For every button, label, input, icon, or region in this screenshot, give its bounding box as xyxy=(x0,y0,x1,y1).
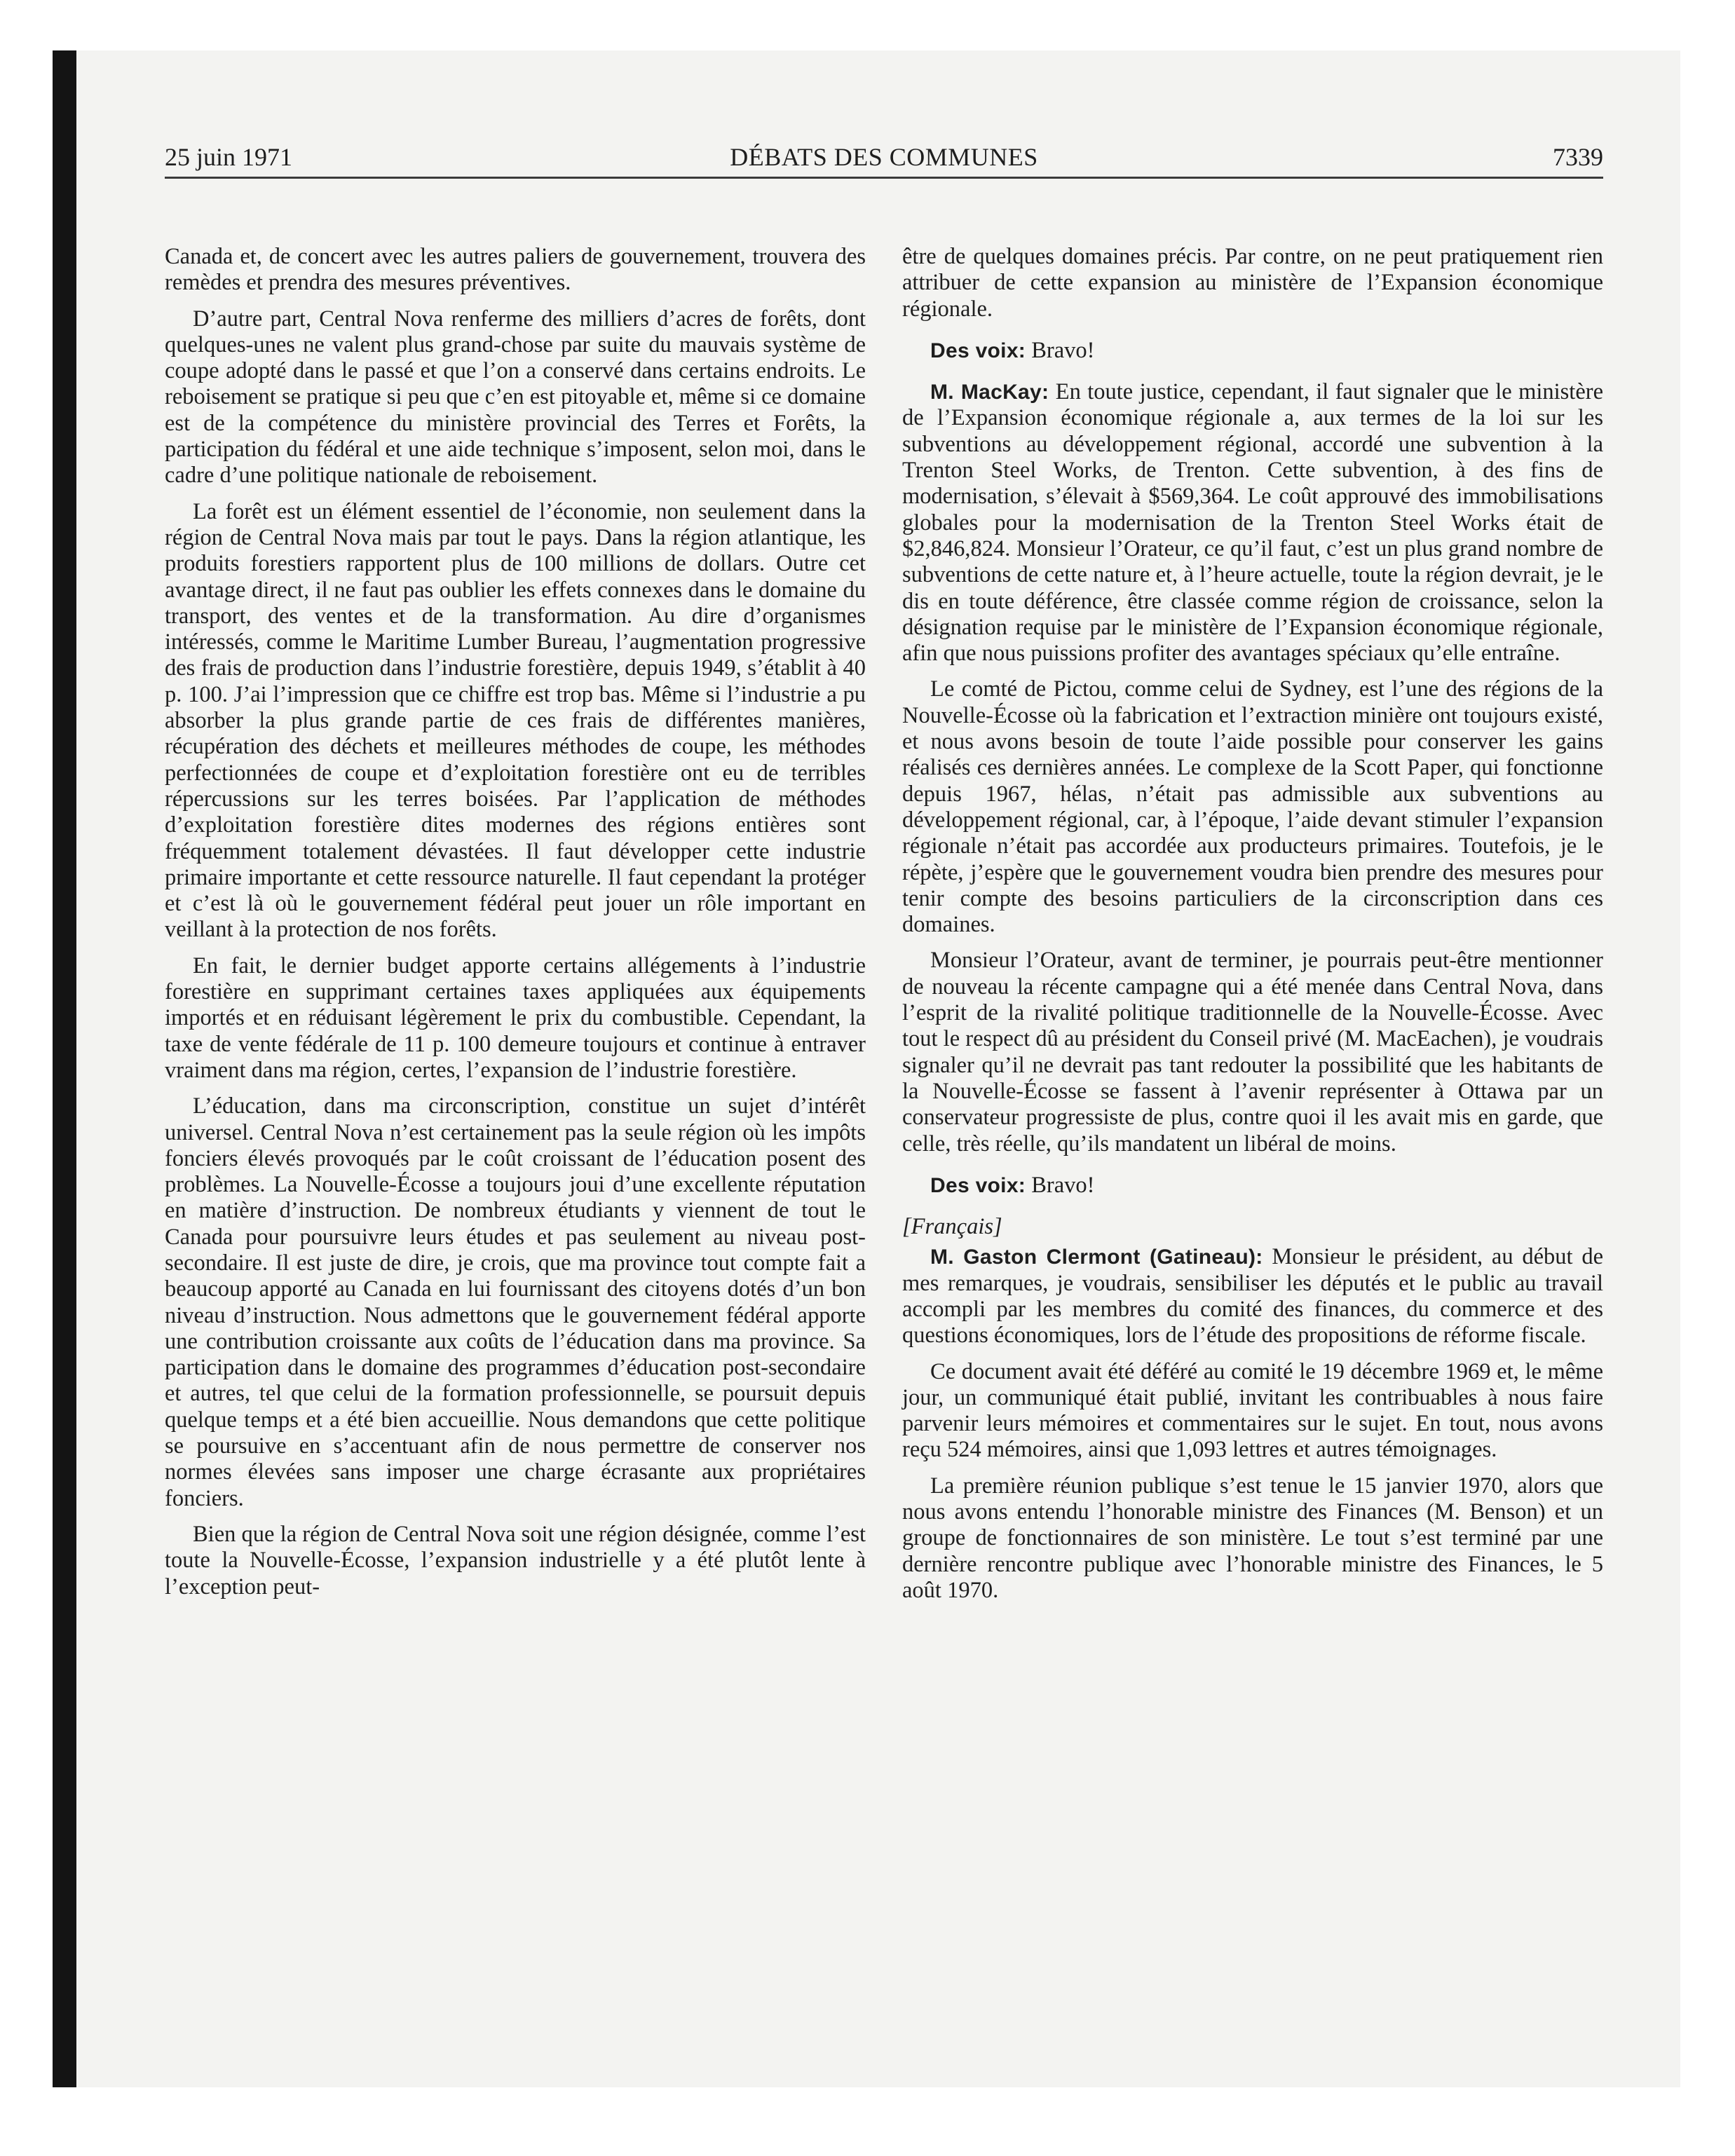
speaker-name: M. MacKay: xyxy=(930,381,1049,404)
paragraph: L’éducation, dans ma circonscription, constitue un sujet d’intérêt universel. Central Nova n’est certainement pas la seule région où les impôts fonciers élevés provoqués par le coût croissant de l’éducation posent des problèmes. La Nouvelle-Écosse a toujours joui d’une excellente réputation en matière d’instruction. De nombreux étudiants y viennent de tout le Canada pour poursuivre leurs études et pas seulement au niveau post-secondaire. Il est juste de dire, je crois, que ma province tout compte fait a beaucoup apporté au Canada en lui fournissant des citoyens dotés d’un bon niveau d’instruction. Nous admettons que le gouvernement fédéral apporte une contribution croissante aux coûts de l’éducation dans ma province. Sa participation dans le domaine des programmes d’éducation post-secondaire et autres, tel que celui de la formation professionnelle, se poursuit depuis quelque temps et a été bien accueillie. Nous demandons que cette politique se poursuive en s’accentuant afin de nous permettre de conserver nos normes élevées sans imposer une charge écrasante aux propriétaires fonciers. xyxy=(165,1093,866,1511)
header-title: DÉBATS DES COMMUNES xyxy=(730,143,1038,171)
header-date: 25 juin 1971 xyxy=(165,143,293,171)
document-page xyxy=(165,140,1603,2047)
paragraph: En fait, le dernier budget apporte certains allégements à l’industrie forestière en supprimant certaines taxes appliquées aux équipements importés et en réduisant légèrement le prix du combustible. Cependant, la taxe de vente fédérale de 11 p. 100 demeure toujours et continue à entraver vraiment dans ma région, certes, l’expansion de l’industrie forestière. xyxy=(165,953,866,1083)
speaker-name: Des voix: xyxy=(930,339,1026,362)
speech-paragraph xyxy=(902,1244,1603,1349)
interjection xyxy=(902,338,1603,364)
speaker-name: Des voix: xyxy=(930,1173,1026,1197)
paragraph: Monsieur l’Orateur, avant de terminer, je pourrais peut-être mentionner de nouveau la récente campagne qui a été menée dans Central Nova, dans l’esprit de la rivalité politique traditionnelle de la Nouvelle-Écosse. Avec tout le respect dû au président du Conseil privé (M. MacEachen), je voudrais signaler qu’il ne devrait pas tant redouter la possibilité que les habitants de la Nouvelle-Écosse se fassent à l’avenir représenter à Ottawa par un conservateur progressiste de plus, contre quoi il les avait mis en garde, que celle, très réelle, qu’ils mandatent un libéral de moins. xyxy=(902,948,1603,1157)
speech-text: Monsieur le président, au début de mes remarques, je voudrais, sensibiliser les députés et le public au travail accompli par les membres du comité des finances, du commerce et des questions économiques, lors de l’étude des propositions de réforme fiscale. xyxy=(902,1244,1603,1349)
paragraph: être de quelques domaines précis. Par contre, on ne peut pratiquement rien attribuer de cette expansion au ministère de l’Expansion économique régionale. xyxy=(902,244,1603,322)
paragraph: La première réunion publique s’est tenue le 15 janvier 1970, alors que nous avons entendu l’honorable ministre des Finances (M. Benson) et un groupe de fonctionnaires de son ministère. Le tout s’est terminé par une dernière rencontre publique avec l’honorable ministre des Finances, le 5 août 1970. xyxy=(902,1473,1603,1603)
paragraph: Bien que la région de Central Nova soit une région désignée, comme l’est toute la Nouvelle-Écosse, l’expansion industrielle y a été plutôt lente à l’exception peut- xyxy=(165,1521,866,1599)
right-column xyxy=(902,244,1603,1613)
left-column xyxy=(165,244,866,1613)
interjection xyxy=(902,1173,1603,1199)
running-header xyxy=(165,140,1603,179)
language-marker: [Français] xyxy=(902,1214,1002,1240)
paragraph: Ce document avait été déféré au comité le 19 décembre 1969 et, le même jour, un communiqué était publié, invitant les contribuables à nous faire parvenir leurs mémoires et commentaires sur le sujet. En tout, nous avons reçu 524 mémoires, ainsi que 1,093 lettres et autres témoignages. xyxy=(902,1358,1603,1463)
paragraph: D’autre part, Central Nova renferme des milliers d’acres de forêts, dont quelques-unes ne valent plus grand-chose par suite du mauvais système de coupe adopté dans le passé et que l’on a conservé dans certains endroits. Le reboisement se pratique si peu que c’en est pitoyable et, même si ce domaine est de la compétence du ministère provincial des Terres et Forêts, la participation du fédéral et une aide technique s’imposent, selon moi, dans le cadre d’une politique nationale de reboisement. xyxy=(165,306,866,489)
paragraph: Le comté de Pictou, comme celui de Sydney, est l’une des régions de la Nouvelle-Écosse où la fabrication et l’extraction minière ont toujours existé, et nous avons besoin de toute l’aide possible pour conserver les gains réalisés ces dernières années. Le complexe de la Scott Paper, qui fonctionne depuis 1967, hélas, n’était pas admissible aux subventions au développement régional, car, à l’époque, l’aide devant stimuler l’expansion régionale n’était pas accordée aux producteurs primaires. Toutefois, je le répète, j’espère que le gouvernement voudra bien prendre des mesures pour tenir compte des besoins particuliers de la circonscription dans ces domaines. xyxy=(902,676,1603,938)
header-page-number: 7339 xyxy=(1553,143,1603,171)
two-column-body xyxy=(165,244,1603,1613)
speaker-name: M. Gaston Clermont (Gatineau): xyxy=(930,1246,1263,1269)
scan-binding-edge xyxy=(53,50,76,2087)
speech-text: En toute justice, cependant, il faut signaler que le ministère de l’Expansion économique régionale a, aux termes de la loi sur les subventions au développement régional, accordé une subvention à la Trenton Steel Works, de Trenton. Cette subvention, à des fins de modernisation, s’élevait à $569,364. Le coût approuvé des immobilisations globales pour la modernisation de la Trenton Steel Works était de $2,846,824. Monsieur l’Orateur, ce qu’il faut, c’est un plus grand nombre de subventions de cette nature et, à l’heure actuelle, toute la région devrait, je le dis en toute déférence, être classée comme région de croissance, selon la désignation requise par le ministère de l’Expansion économique régionale, afin que nous puissions profiter des avantages spéciaux qu’elle entraîne. xyxy=(902,379,1604,667)
paragraph: Canada et, de concert avec les autres paliers de gouvernement, trouvera des remèdes et prendra des mesures préventives. xyxy=(165,244,866,296)
interjection-text: Bravo! xyxy=(1031,337,1095,363)
speech-paragraph xyxy=(902,379,1603,667)
interjection-text: Bravo! xyxy=(1031,1172,1095,1198)
paragraph: La forêt est un élément essentiel de l’économie, non seulement dans la région de Central Nova mais par tout le pays. Dans la région atlantique, les produits forestiers rapportent plus de 100 millions de dollars. Outre cet avantage direct, il ne faut pas oublier les effets connexes dans le domaine du transport, des ventes et de la transformation. Au dire d’organismes intéressés, comme le Maritime Lumber Bureau, l’augmentation progressive des frais de production dans l’industrie forestière, depuis 1949, s’établit à 40 p. 100. J’ai l’impression que ce chiffre est trop bas. Même si l’industrie a pu absorber la plus grande partie de ces frais de différentes manières, récupération des déchets et meilleures méthodes de coupe, les méthodes perfectionnées de coupe et d’exploitation forestière ont eu de terribles répercussions sur les terres boisées. Par l’application de méthodes d’exploitation forestière dites modernes des régions entières sont fréquemment totalement dévastées. Il faut développer cette industrie primaire importante et cette ressource naturelle. Il faut cependant la protéger et c’est là où le gouvernement fédéral peut jouer un rôle important en veillant à la protection de nos forêts. xyxy=(165,498,866,943)
